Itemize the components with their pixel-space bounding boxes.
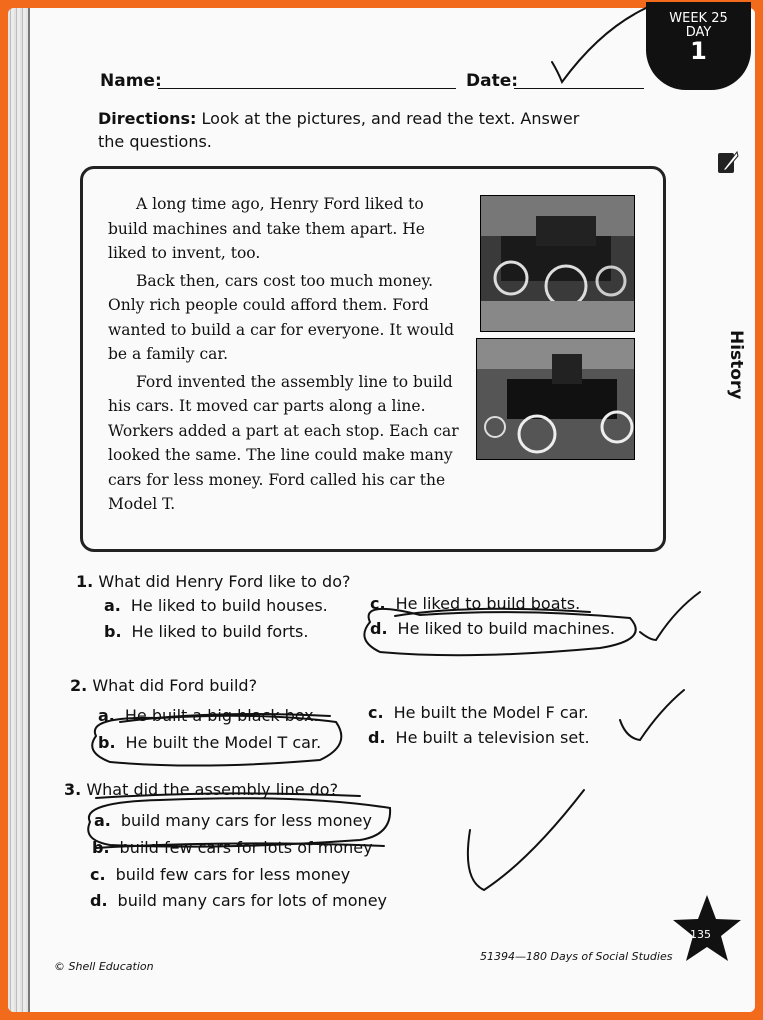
day-number: 1 <box>690 37 707 65</box>
passage-paragraph: Back then, cars cost too much money. Only rich people could afford them. Ford wanted to build a car for everyone. It would be a family car. <box>108 271 455 363</box>
question-2 <box>70 676 257 695</box>
answer-option-1d[interactable]: d. He liked to build machines. <box>370 619 615 638</box>
answer-option-1a[interactable]: a. He liked to build houses. <box>104 596 328 615</box>
question-3 <box>64 780 338 799</box>
week-day-badge <box>646 2 751 90</box>
day-label: DAY <box>685 25 712 40</box>
answer-option-3a[interactable]: a. build many cars for less money <box>94 811 372 830</box>
question-number: 2. <box>70 676 88 695</box>
subject-tab <box>712 150 746 400</box>
week-label: WEEK 25 <box>669 11 728 26</box>
question-text: What did Henry Ford like to do? <box>98 572 351 591</box>
answer-option-3c[interactable]: c. build few cars for less money <box>90 865 351 884</box>
directions-label: Directions: <box>98 109 197 128</box>
page-number: 135 <box>690 928 711 941</box>
question-1 <box>76 572 351 591</box>
date-field[interactable] <box>514 88 644 89</box>
directions <box>98 107 598 153</box>
quill-icon <box>717 150 739 176</box>
reading-passage <box>108 192 468 520</box>
question-number: 1. <box>76 572 94 591</box>
directions-text: Look at the pictures, and read the text. Answer the questions. <box>98 109 580 151</box>
answer-option-2a[interactable]: a. He built a big black box. <box>98 706 319 725</box>
answer-option-1b[interactable]: b. He liked to build forts. <box>104 622 309 641</box>
name-label: Name: <box>100 71 162 91</box>
question-text: What did Ford build? <box>92 676 258 695</box>
answer-option-3d[interactable]: d. build many cars for lots of money <box>90 891 387 910</box>
answer-option-3b[interactable]: b. build few cars for lots of money <box>92 838 373 857</box>
book-edge <box>8 8 30 1012</box>
answer-option-2d[interactable]: d. He built a television set. <box>368 728 590 747</box>
car-photo-image <box>481 196 634 331</box>
answer-option-2c[interactable]: c. He built the Model F car. <box>368 703 589 722</box>
footer-publisher: © Shell Education <box>54 960 154 973</box>
answer-option-1c[interactable]: c. He liked to build boats. <box>370 594 581 613</box>
car-photo-image <box>477 339 634 459</box>
passage-paragraph: Ford invented the assembly line to build his cars. It moved car parts along a line. Workers added a part at each stop. Each car looked the same. The line could make many cars for less money. Ford called his car the Model T. <box>108 372 459 513</box>
model-t-photo-top <box>480 195 635 332</box>
question-number: 3. <box>64 780 82 799</box>
model-t-photo-bottom <box>476 338 635 460</box>
footer-book-title: 51394—180 Days of Social Studies <box>480 950 673 963</box>
subject-label: History <box>726 330 746 400</box>
name-field[interactable] <box>158 88 456 89</box>
question-text: What did the assembly line do? <box>86 780 339 799</box>
answer-option-2b[interactable]: b. He built the Model T car. <box>98 733 322 752</box>
date-label: Date: <box>466 71 519 91</box>
passage-paragraph: A long time ago, Henry Ford liked to build machines and take them apart. He liked to invent, too. <box>108 195 425 262</box>
